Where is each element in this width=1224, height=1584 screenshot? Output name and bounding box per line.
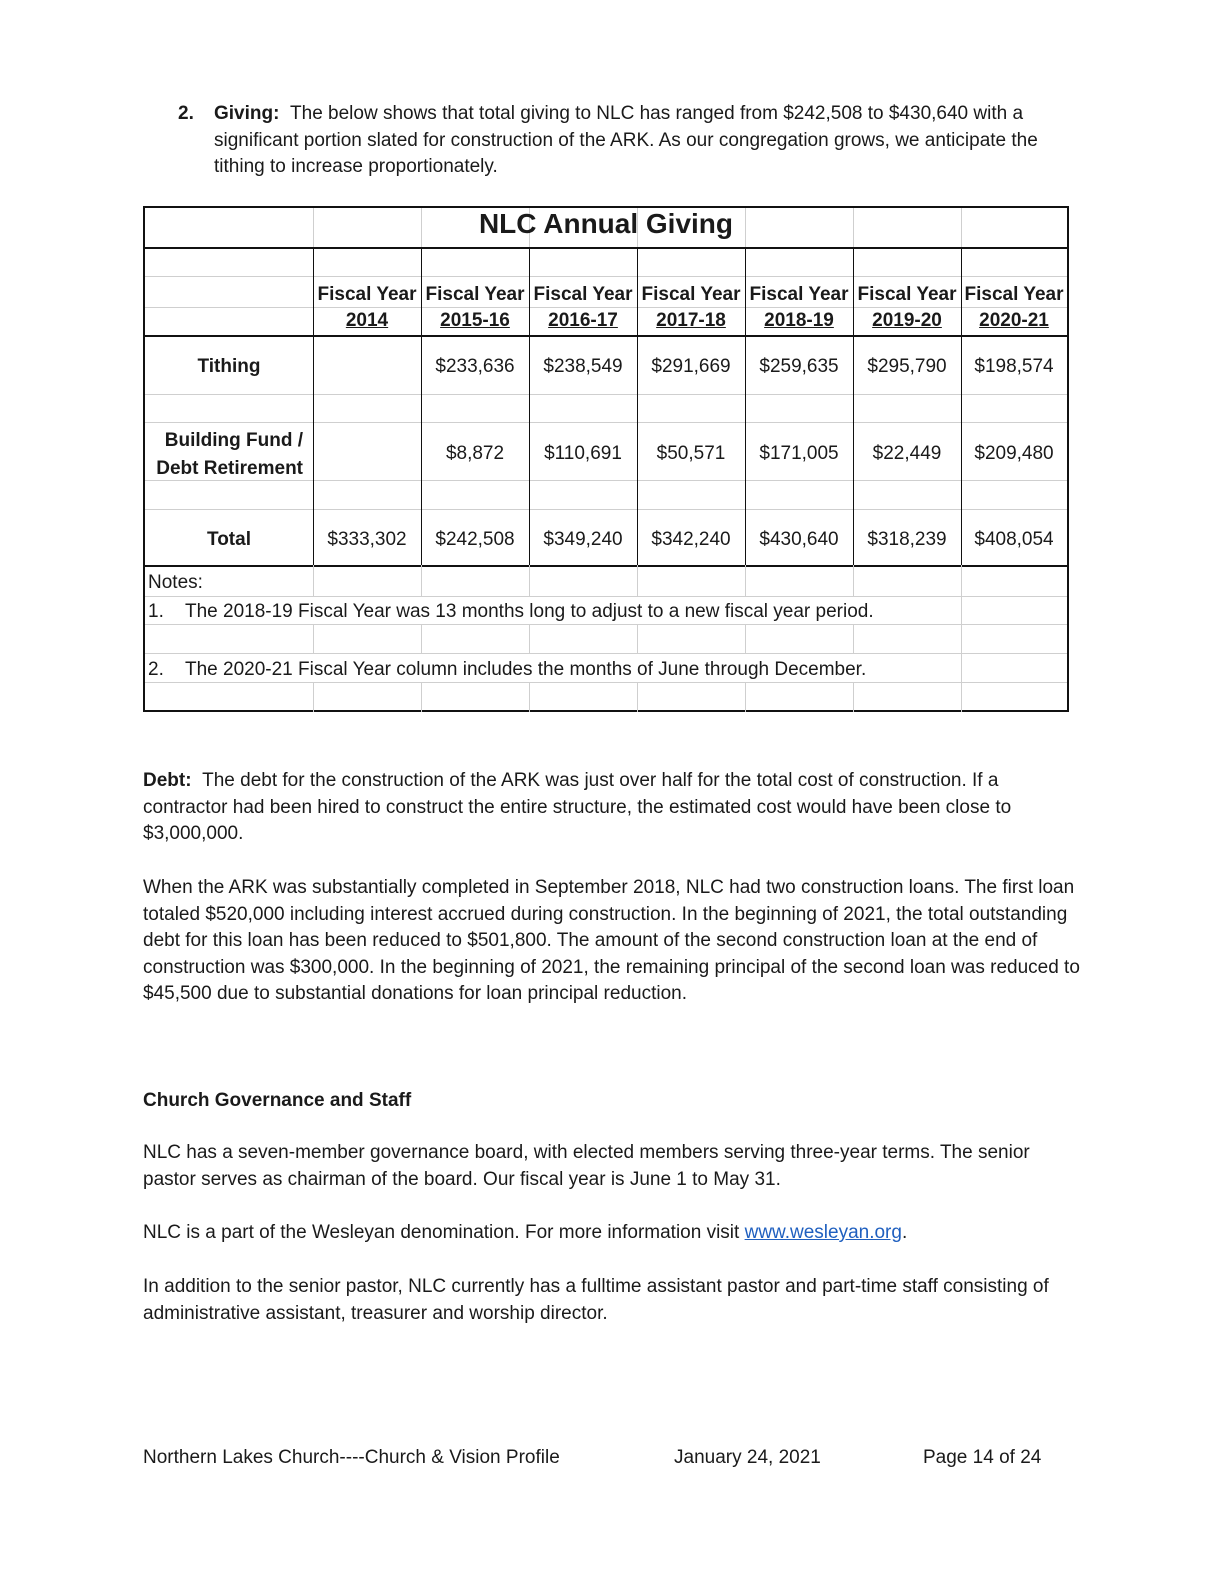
column-header: Fiscal Year 2020-21: [964, 284, 1064, 331]
footer-page-number: Page 14 of 24: [923, 1447, 1042, 1468]
staff-paragraph: In addition to the senior pastor, NLC currently has a fulltime assistant pastor and part-time staff consisting of administrative assistant, treasurer and worship director.: [143, 1276, 1049, 1324]
table-cell: $349,240: [543, 529, 623, 550]
table-cell: $8,872: [445, 443, 505, 464]
annual-giving-table: [143, 206, 1069, 712]
column-header: Fiscal Year 2016-17: [533, 284, 633, 331]
wesleyan-link[interactable]: www.wesleyan.org: [744, 1222, 902, 1243]
column-header: Fiscal Year 2017-18: [641, 284, 741, 331]
table-cell: $171,005: [759, 443, 839, 464]
note-text: The 2020-21 Fiscal Year column includes the months of June through December.: [185, 659, 867, 680]
table-cell: $408,054: [974, 529, 1054, 550]
table-cell: $238,549: [543, 356, 623, 377]
note-text: The 2018-19 Fiscal Year was 13 months long to adjust to a new fiscal year period.: [185, 601, 874, 622]
table-cell: $209,480: [974, 443, 1054, 464]
list-number: 2.: [178, 103, 194, 124]
notes-label: Notes:: [148, 572, 203, 593]
loans-paragraph: When the ARK was substantially completed in September 2018, NLC had two construction loans. The first loan totaled $520,000 including interest accrued during construction. In the beginning of 2021, the total outstanding debt for this loan has been reduced to $501,800. The amount of the second construction loan at the end of construction was $300,000. In the beginning of 2021, the remaining principal of the second loan was reduced to $45,500 due to substantial donations for loan principal reduction.: [143, 877, 1080, 1004]
table-cell: $233,636: [435, 356, 515, 377]
table-cell: $242,508: [435, 529, 515, 550]
row-label-total: Total: [207, 529, 251, 550]
debt-paragraph: Debt: The debt for the construction of the ARK was just over half for the total cost of construction. If a contractor had been hired to construct the entire structure, the estimated cost would have been close to $3,000,000.: [143, 770, 1012, 844]
denomination-paragraph: NLC is a part of the Wesleyan denomination. For more information visit www.wesleyan.org.: [143, 1222, 908, 1243]
note-number: 1.: [148, 601, 164, 622]
table-cell: $50,571: [656, 443, 726, 464]
column-header: Fiscal Year 2015-16: [425, 284, 525, 331]
footer-date: January 24, 2021: [674, 1447, 821, 1468]
giving-text: The below shows that total giving to NLC has ranged from $242,508 to $430,640 with a significant portion slated for construction of the ARK. As our congregation grows, we anticipate the tithing to increase proportionately.: [214, 103, 1038, 177]
governance-heading: Church Governance and Staff: [143, 1090, 412, 1111]
giving-label: Giving:: [214, 103, 280, 124]
debt-label: Debt:: [143, 770, 192, 791]
column-header: Fiscal Year 2014: [317, 284, 417, 331]
footer-left: Northern Lakes Church----Church & Vision Profile: [143, 1447, 560, 1468]
table-title: NLC Annual Giving: [478, 208, 734, 239]
row-label-building-fund: Building Fund / Debt Retirement: [156, 430, 303, 479]
table-cell: $430,640: [759, 529, 839, 550]
table-cell: $342,240: [651, 529, 731, 550]
note-number: 2.: [148, 659, 164, 680]
column-header: Fiscal Year 2019-20: [857, 284, 957, 331]
table-cell: $333,302: [327, 529, 407, 550]
table-cell: $22,449: [872, 443, 942, 464]
column-header: Fiscal Year 2018-19: [749, 284, 849, 331]
table-cell: $295,790: [867, 356, 947, 377]
board-paragraph: NLC has a seven-member governance board, with elected members serving three-year terms. The senior pastor serves as chairman of the board. Our fiscal year is June 1 to May 31.: [143, 1142, 1030, 1190]
row-label-tithing: Tithing: [197, 356, 261, 377]
table-cell: $291,669: [651, 356, 731, 377]
table-cell: $259,635: [759, 356, 839, 377]
giving-paragraph: [178, 101, 1078, 181]
table-cell: $198,574: [974, 356, 1054, 377]
table-cell: $110,691: [544, 443, 622, 464]
table-cell: $318,239: [867, 529, 947, 550]
